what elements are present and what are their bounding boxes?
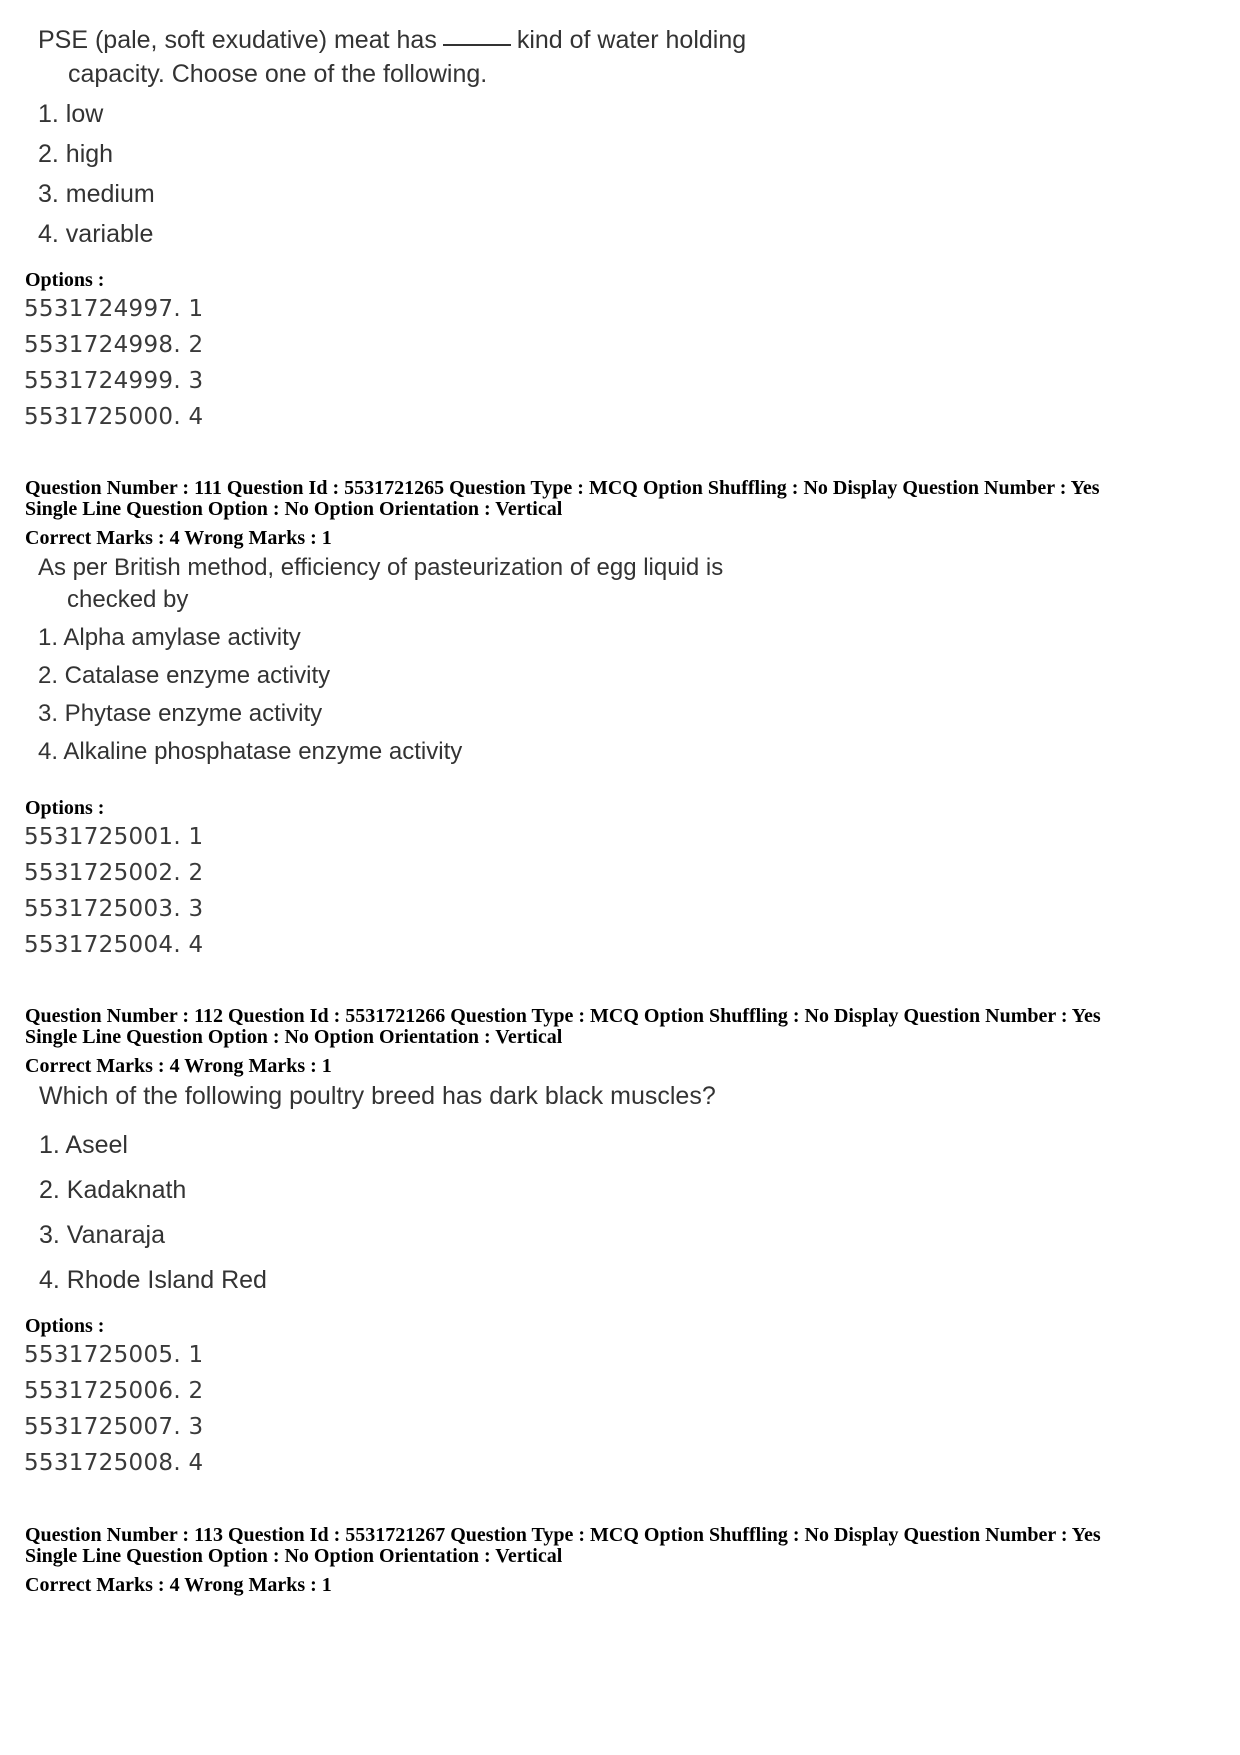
question-meta-line: Question Number : 111 Question Id : 5531721265 Question Type : MCQ Option Shuffling : No Display Question Number : Yes (25, 477, 1100, 499)
question-stem-line (38, 26, 746, 55)
option-code: 5531725001. 1 (24, 824, 204, 850)
answer-choice: 3. medium (38, 180, 155, 208)
question-stem-text: kind of water holding (516, 26, 747, 54)
option-code: 5531724997. 1 (24, 296, 204, 322)
question-stem-line: Which of the following poultry breed has dark black muscles? (39, 1082, 716, 1110)
answer-blank (443, 44, 511, 46)
options-label: Options : (25, 1315, 105, 1337)
question-meta-line: Question Number : 112 Question Id : 5531721266 Question Type : MCQ Option Shuffling : No Display Question Number : Yes (25, 1005, 1101, 1027)
options-label: Options : (25, 797, 105, 819)
question-image (0, 0, 1240, 248)
question-meta-line: Single Line Question Option : No Option Orientation : Vertical (25, 1545, 563, 1567)
question-stem-line: As per British method, efficiency of pasteurization of egg liquid is (38, 554, 724, 581)
answer-choice: 1. Alpha amylase activity (38, 624, 301, 651)
option-code: 5531724999. 3 (24, 368, 204, 394)
option-code: 5531725005. 1 (24, 1342, 204, 1368)
options-label: Options : (25, 269, 105, 291)
answer-choice: 3. Phytase enzyme activity (38, 700, 323, 727)
answer-choice: 2. Kadaknath (39, 1176, 187, 1204)
answer-choice: 2. high (38, 140, 114, 168)
option-code: 5531725004. 4 (24, 932, 204, 958)
option-code: 5531724998. 2 (24, 332, 204, 358)
answer-choice: 1. low (38, 100, 104, 128)
question-image (0, 550, 1240, 770)
answer-choice: 1. Aseel (39, 1131, 128, 1159)
option-code: 5531725002. 2 (24, 860, 204, 886)
option-code: 5531725007. 3 (24, 1414, 204, 1440)
answer-choice: 4. Rhode Island Red (39, 1266, 267, 1294)
option-code: 5531725000. 4 (24, 404, 204, 430)
marks-line: Correct Marks : 4 Wrong Marks : 1 (25, 1574, 332, 1596)
option-code: 5531725003. 3 (24, 896, 204, 922)
answer-choice: 4. Alkaline phosphatase enzyme activity (38, 738, 463, 765)
option-code: 5531725008. 4 (24, 1450, 204, 1476)
question-stem-line: checked by (67, 586, 189, 613)
answer-choice: 4. variable (38, 220, 154, 248)
question-meta-line: Single Line Question Option : No Option Orientation : Vertical (25, 1026, 563, 1048)
marks-line: Correct Marks : 4 Wrong Marks : 1 (25, 1055, 332, 1077)
question-meta-line: Single Line Question Option : No Option Orientation : Vertical (25, 498, 563, 520)
answer-choice: 2. Catalase enzyme activity (38, 662, 331, 689)
question-stem-line: capacity. Choose one of the following. (68, 60, 488, 88)
option-code: 5531725006. 2 (24, 1378, 204, 1404)
answer-choice: 3. Vanaraja (39, 1221, 166, 1249)
question-image (0, 1078, 1240, 1308)
question-stem-text: PSE (pale, soft exudative) meat has (38, 26, 437, 54)
marks-line: Correct Marks : 4 Wrong Marks : 1 (25, 527, 332, 549)
question-meta-line: Question Number : 113 Question Id : 5531721267 Question Type : MCQ Option Shuffling : No Display Question Number : Yes (25, 1524, 1101, 1546)
